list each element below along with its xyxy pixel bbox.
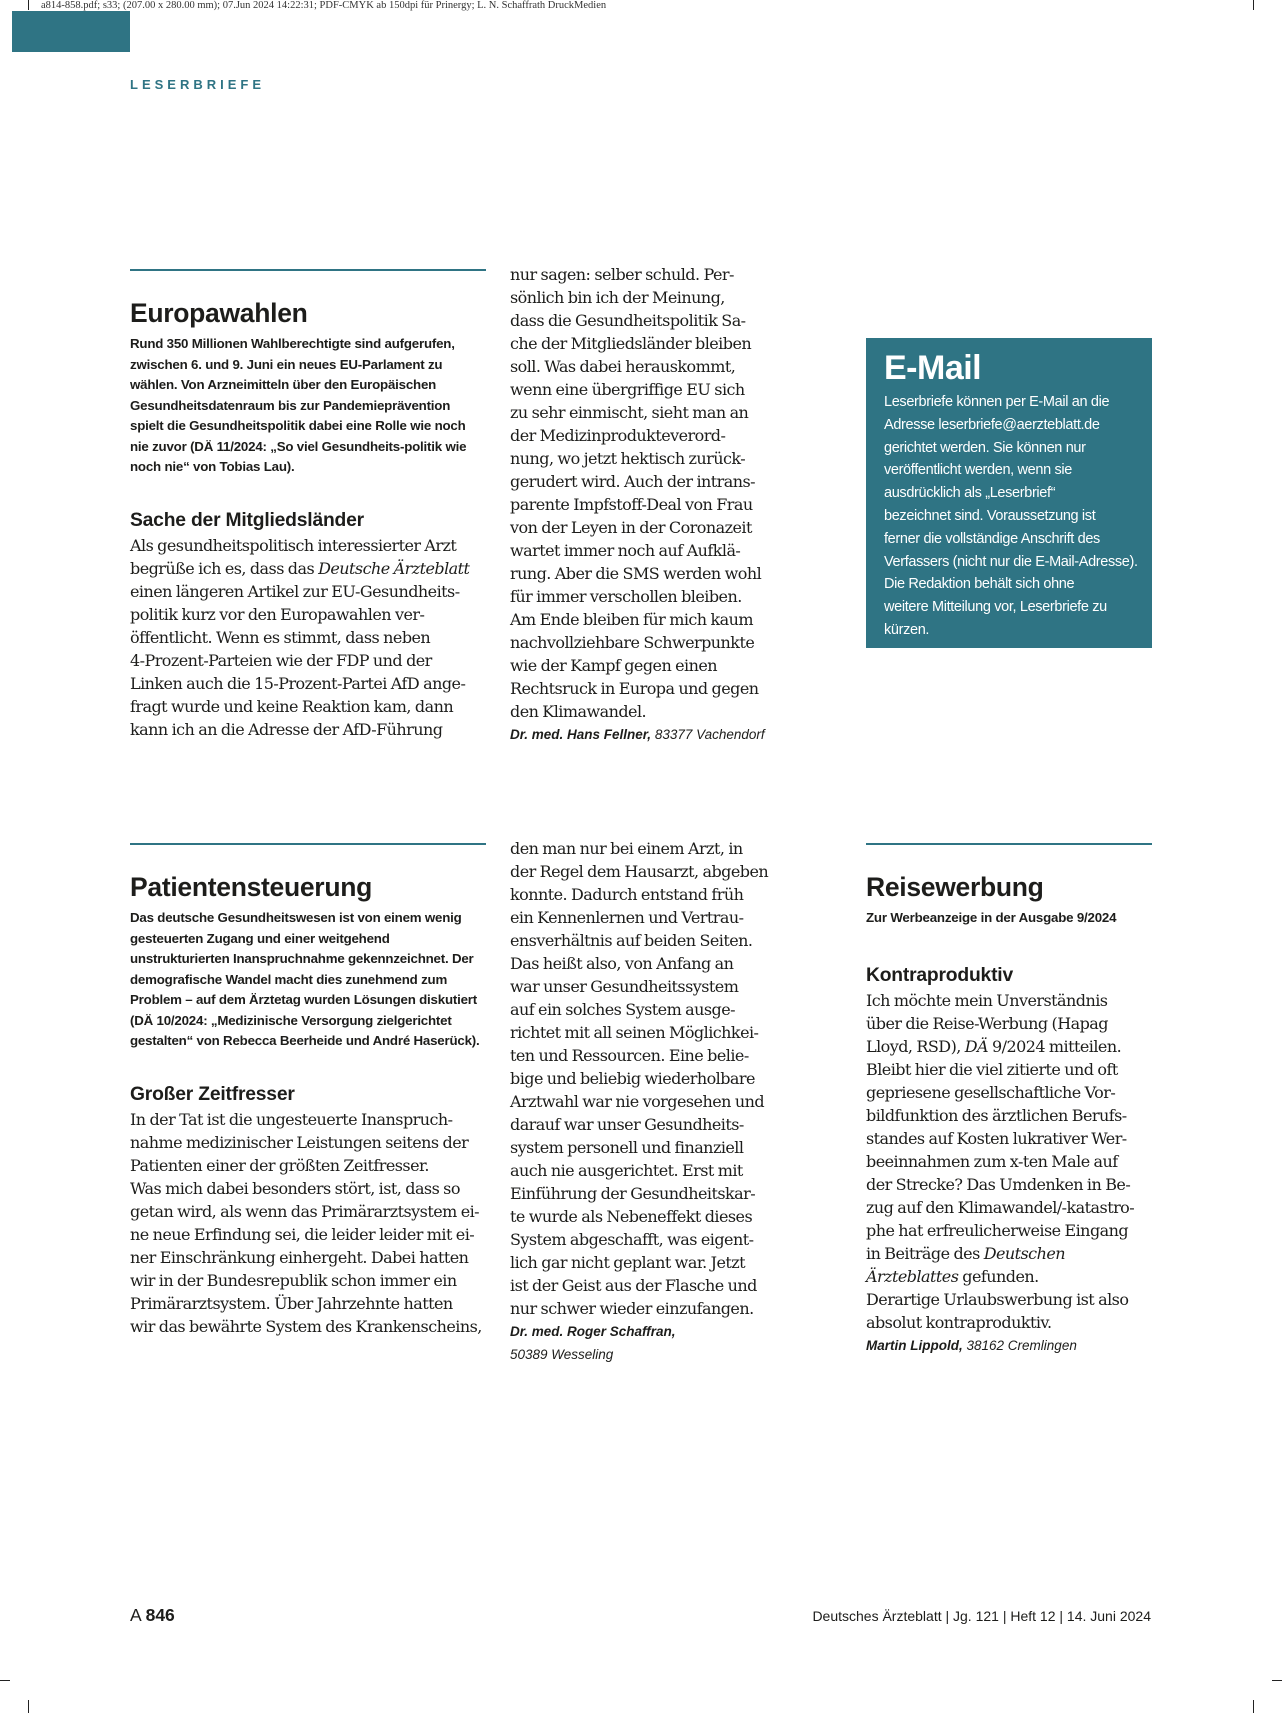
author-name: Dr. med. Hans Fellner, <box>510 727 652 742</box>
crop-mark <box>28 0 29 10</box>
email-box-line: weitere Mitteilung vor, Leserbriefe zu <box>884 599 1107 616</box>
body-line: phe hat erfreulicherweise Eingang <box>866 1220 1129 1240</box>
body-line: Ärzteblattes gefunden. <box>866 1266 1039 1286</box>
letter-signature <box>510 723 780 746</box>
body-line: In der Tat ist die ungesteuerte Inanspruch- <box>130 1109 453 1129</box>
body-line: den man nur bei einem Arzt, in <box>510 839 743 858</box>
body-line: der Strecke? Das Umdenken in Be- <box>866 1174 1131 1194</box>
body-line: öffentlicht. Wenn es stimmt, dass neben <box>130 627 431 647</box>
body-line: system personell und finanziell <box>510 1138 744 1157</box>
body-line: darauf war unser Gesundheits- <box>510 1115 744 1134</box>
letter-body-continued <box>510 837 780 1320</box>
body-line: Einführung der Gesundheitskar- <box>510 1184 756 1203</box>
body-line: ensverhältnis auf beiden Seiten. <box>510 931 753 950</box>
body-line: Rechtsruck in Europa und gegen <box>510 679 759 698</box>
body-line: Was mich dabei besonders stört, ist, dass so <box>130 1178 460 1198</box>
article-title: Reisewerbung <box>866 872 1044 902</box>
body-line: der Regel dem Hausarzt, abgeben <box>510 862 769 881</box>
body-line: nung, wo jetzt hektisch zurück- <box>510 449 746 468</box>
article-lead: Rund 350 Millionen Wahlberechtigte sind aufgerufen, zwischen 6. und 9. Juni ein neues EU-Parlament zu wählen. Von Arzneimitteln über den Europäischen Gesundheitsdatenraum bis zur Pandemieprävention spielt die Gesundheitspolitik dabei eine Rolle wie noch nie zuvor (DÄ 11/2024: „So viel Gesundheits-politik wie noch nie“ von Tobias Lau). <box>130 336 467 474</box>
letter-subtitle: Großer Zeitfresser <box>130 1083 295 1105</box>
email-info-box <box>866 338 1152 648</box>
body-line: nahme medizinischer Leistungen seitens der <box>130 1132 469 1152</box>
body-line: absolut kontraproduktiv. <box>866 1312 1052 1332</box>
body-line: Am Ende bleiben für mich kaum <box>510 610 754 629</box>
body-line: parente Impfstoff-Deal von Frau <box>510 495 753 514</box>
body-line: dass die Gesundheitspolitik Sa- <box>510 311 746 330</box>
article-title: Europawahlen <box>130 298 308 328</box>
body-line: ein Kennenlernen und Vertrau- <box>510 908 744 927</box>
crop-mark <box>1272 1680 1282 1681</box>
article-patientensteuerung-col2 <box>510 837 780 1366</box>
article-rule <box>130 269 486 271</box>
body-line: war unser Gesundheitssystem <box>510 977 739 996</box>
letter-body <box>130 1108 486 1338</box>
author-place: 38162 Cremlingen <box>966 1337 1077 1353</box>
email-box-line: Adresse leserbriefe@aerzteblatt.de <box>884 416 1100 433</box>
body-line: ist der Geist aus der Flasche und <box>510 1276 757 1295</box>
crop-mark <box>1253 0 1254 10</box>
body-line: te wurde als Nebeneffekt dieses <box>510 1207 753 1226</box>
letter-signature <box>866 1334 1156 1357</box>
body-line: Das heißt also, von Anfang an <box>510 954 734 973</box>
article-reisewerbung <box>866 870 1156 1357</box>
body-line: politik kurz vor den Europawahlen ver- <box>130 604 425 624</box>
body-line: wir das bewährte System des Krankenscheins, <box>130 1316 482 1336</box>
body-line: auch nie ausgerichtet. Erst mit <box>510 1161 743 1180</box>
crop-mark <box>0 1680 10 1681</box>
body-line: beeinnahmen zum x-ten Male auf <box>866 1151 1118 1171</box>
body-line: Ich möchte mein Unverständnis <box>866 990 1108 1010</box>
crop-mark <box>1253 1700 1254 1713</box>
email-box-text <box>884 391 1146 642</box>
body-line: System abgeschafft, was eigent- <box>510 1230 754 1249</box>
body-line: Linken auch die 15-Prozent-Partei AfD ange- <box>130 673 466 693</box>
email-box-title: E-Mail <box>884 349 982 387</box>
email-box-line: kürzen. <box>884 621 930 638</box>
body-line: Als gesundheitspolitisch interessierter Arzt <box>130 535 457 555</box>
article-rule <box>866 843 1152 845</box>
body-line: konnte. Dadurch entstand früh <box>510 885 744 904</box>
section-label: LESERBRIEFE <box>130 77 266 92</box>
article-rule <box>130 843 486 845</box>
body-line: wie der Kampf gegen einen <box>510 656 718 675</box>
page-number-value: 846 <box>145 1605 175 1625</box>
body-line: bige und beliebig wiederholbare <box>510 1069 755 1088</box>
body-line: begrüße ich es, dass das Deutsche Ärzteblatt <box>130 558 470 578</box>
body-line: zu sehr einmischt, sieht man an <box>510 403 749 422</box>
letter-body <box>866 989 1156 1334</box>
page-number <box>130 1602 175 1628</box>
body-line: soll. Was dabei herauskommt, <box>510 357 736 376</box>
crop-mark <box>28 1700 29 1713</box>
page-prefix: A <box>130 1605 141 1625</box>
body-line: Derartige Urlaubswerbung ist also <box>866 1289 1129 1309</box>
body-line: von der Leyen in der Coronazeit <box>510 518 752 537</box>
body-line: nur sagen: selber schuld. Per- <box>510 265 734 284</box>
body-line: Lloyd, RSD), DÄ 9/2024 mitteilen. <box>866 1036 1122 1056</box>
section-color-tab <box>12 11 130 52</box>
body-line: bildfunktion des ärztlichen Berufs- <box>866 1105 1127 1125</box>
body-line: lich gar nicht geplant war. Jetzt <box>510 1253 746 1272</box>
body-line: ten und Ressourcen. Eine belie- <box>510 1046 749 1065</box>
body-line: in Beiträge des Deutschen <box>866 1243 1066 1263</box>
body-line: rung. Aber die SMS werden wohl <box>510 564 762 583</box>
body-line: Bleibt hier die viel zitierte und oft <box>866 1059 1118 1079</box>
email-box-line: gerichtet werden. Sie können nur <box>884 439 1086 456</box>
body-line: gepriesene gesellschaftliche Vor- <box>866 1082 1116 1102</box>
body-line: Primärarztsystem. Über Jahrzehnte hatten <box>130 1293 453 1313</box>
journal-issue-info: Deutsches Ärzteblatt | Jg. 121 | Heft 12 | 14. Juni 2024 <box>812 1608 1151 1624</box>
body-line: nur schwer wieder einzufangen. <box>510 1299 754 1318</box>
body-line: che der Mitgliedsländer bleiben <box>510 334 752 353</box>
letter-body <box>130 534 486 741</box>
body-line: ne neue Erfindung sei, die leider leider mit ei- <box>130 1224 475 1244</box>
letter-signature <box>510 1320 780 1343</box>
body-line: auf ein solches System ausge- <box>510 1000 736 1019</box>
body-line: richtet mit all seinen Möglichkei- <box>510 1023 759 1042</box>
body-line: fragt wurde und keine Reaktion kam, dann <box>130 696 454 716</box>
body-line: 4-Prozent-Parteien wie der FDP und der <box>130 650 432 670</box>
body-line: wir in der Bundesrepublik schon immer ein <box>130 1270 457 1290</box>
letter-subtitle: Kontraproduktiv <box>866 964 1013 986</box>
email-box-line: ausdrücklich als „Leserbrief“ <box>884 485 1056 502</box>
body-line: kann ich an die Adresse der AfD-Führung <box>130 719 443 739</box>
article-lead: Das deutsche Gesundheitswesen ist von einem wenig gesteuerten Zugang und einer weitgehend unstrukturierten Inanspruchnahme gekennzeichnet. Der demografische Wandel macht dies zunehmend zum Problem – auf dem Ärztetag wurden Lösungen diskutiert (DÄ 10/2024: „Medizinische Versorgung zielgerichtet gestalten“ von Rebecca Beerheide und André Haserück). <box>130 910 480 1048</box>
article-patientensteuerung-col1 <box>130 870 486 1338</box>
body-line: wartet immer noch auf Aufklä- <box>510 541 741 560</box>
article-europawahlen-col2 <box>510 263 780 746</box>
body-line: zug auf den Klimawandel/-katastro- <box>866 1197 1135 1217</box>
body-line: nachvollziehbare Schwerpunkte <box>510 633 755 652</box>
body-line: wenn eine übergriffige EU sich <box>510 380 745 399</box>
body-line: für immer verschollen bleiben. <box>510 587 742 606</box>
body-line: sönlich bin ich der Meinung, <box>510 288 725 307</box>
print-metadata: a814-858.pdf; s33; (207.00 x 280.00 mm); 07.Jun 2024 14:22:31; PDF-CMYK ab 150dpi für Prinergy; L. N. Schaffrath DruckMedien <box>41 0 607 11</box>
body-line: Patienten einer der größten Zeitfresser. <box>130 1155 429 1175</box>
body-line: ner Einschränkung einhergeht. Dabei hatten <box>130 1247 469 1267</box>
body-line: der Medizinprodukteverord- <box>510 426 726 445</box>
body-line: standes auf Kosten lukrativer Wer- <box>866 1128 1127 1148</box>
body-line: einen längeren Artikel zur EU-Gesundheits- <box>130 581 460 601</box>
body-line: über die Reise-Werbung (Hapag <box>866 1013 1108 1033</box>
author-name: Martin Lippold, <box>866 1337 963 1353</box>
letter-body-continued <box>510 263 780 723</box>
email-box-line: ferner die vollständige Anschrift des <box>884 530 1100 547</box>
author-place: 83377 Vachendorf <box>654 727 765 742</box>
email-box-line: Leserbriefe können per E-Mail an die <box>884 394 1110 410</box>
email-box-line: Die Redaktion behält sich ohne <box>884 576 1075 593</box>
article-europawahlen-col1 <box>130 296 486 741</box>
email-box-line: Verfassers (nicht nur die E-Mail-Adresse). <box>884 553 1138 570</box>
letter-subtitle: Sache der Mitgliedsländer <box>130 509 364 531</box>
email-box-line: bezeichnet sind. Voraussetzung ist <box>884 507 1096 524</box>
article-title: Patientensteuerung <box>130 872 372 902</box>
email-box-line: veröffentlicht werden, wenn sie <box>884 462 1072 479</box>
article-lead: Zur Werbeanzeige in der Ausgabe 9/2024 <box>866 910 1117 925</box>
author-name: Dr. med. Roger Schaffran, <box>510 1324 676 1339</box>
body-line: den Klimawandel. <box>510 702 647 721</box>
body-line: Arztwahl war nie vorgesehen und <box>510 1092 765 1111</box>
body-line: getan wird, als wenn das Primärarztsystem ei- <box>130 1201 480 1221</box>
author-place: 50389 Wesseling <box>510 1347 614 1362</box>
body-line: gerudert wird. Auch der intrans- <box>510 472 756 491</box>
